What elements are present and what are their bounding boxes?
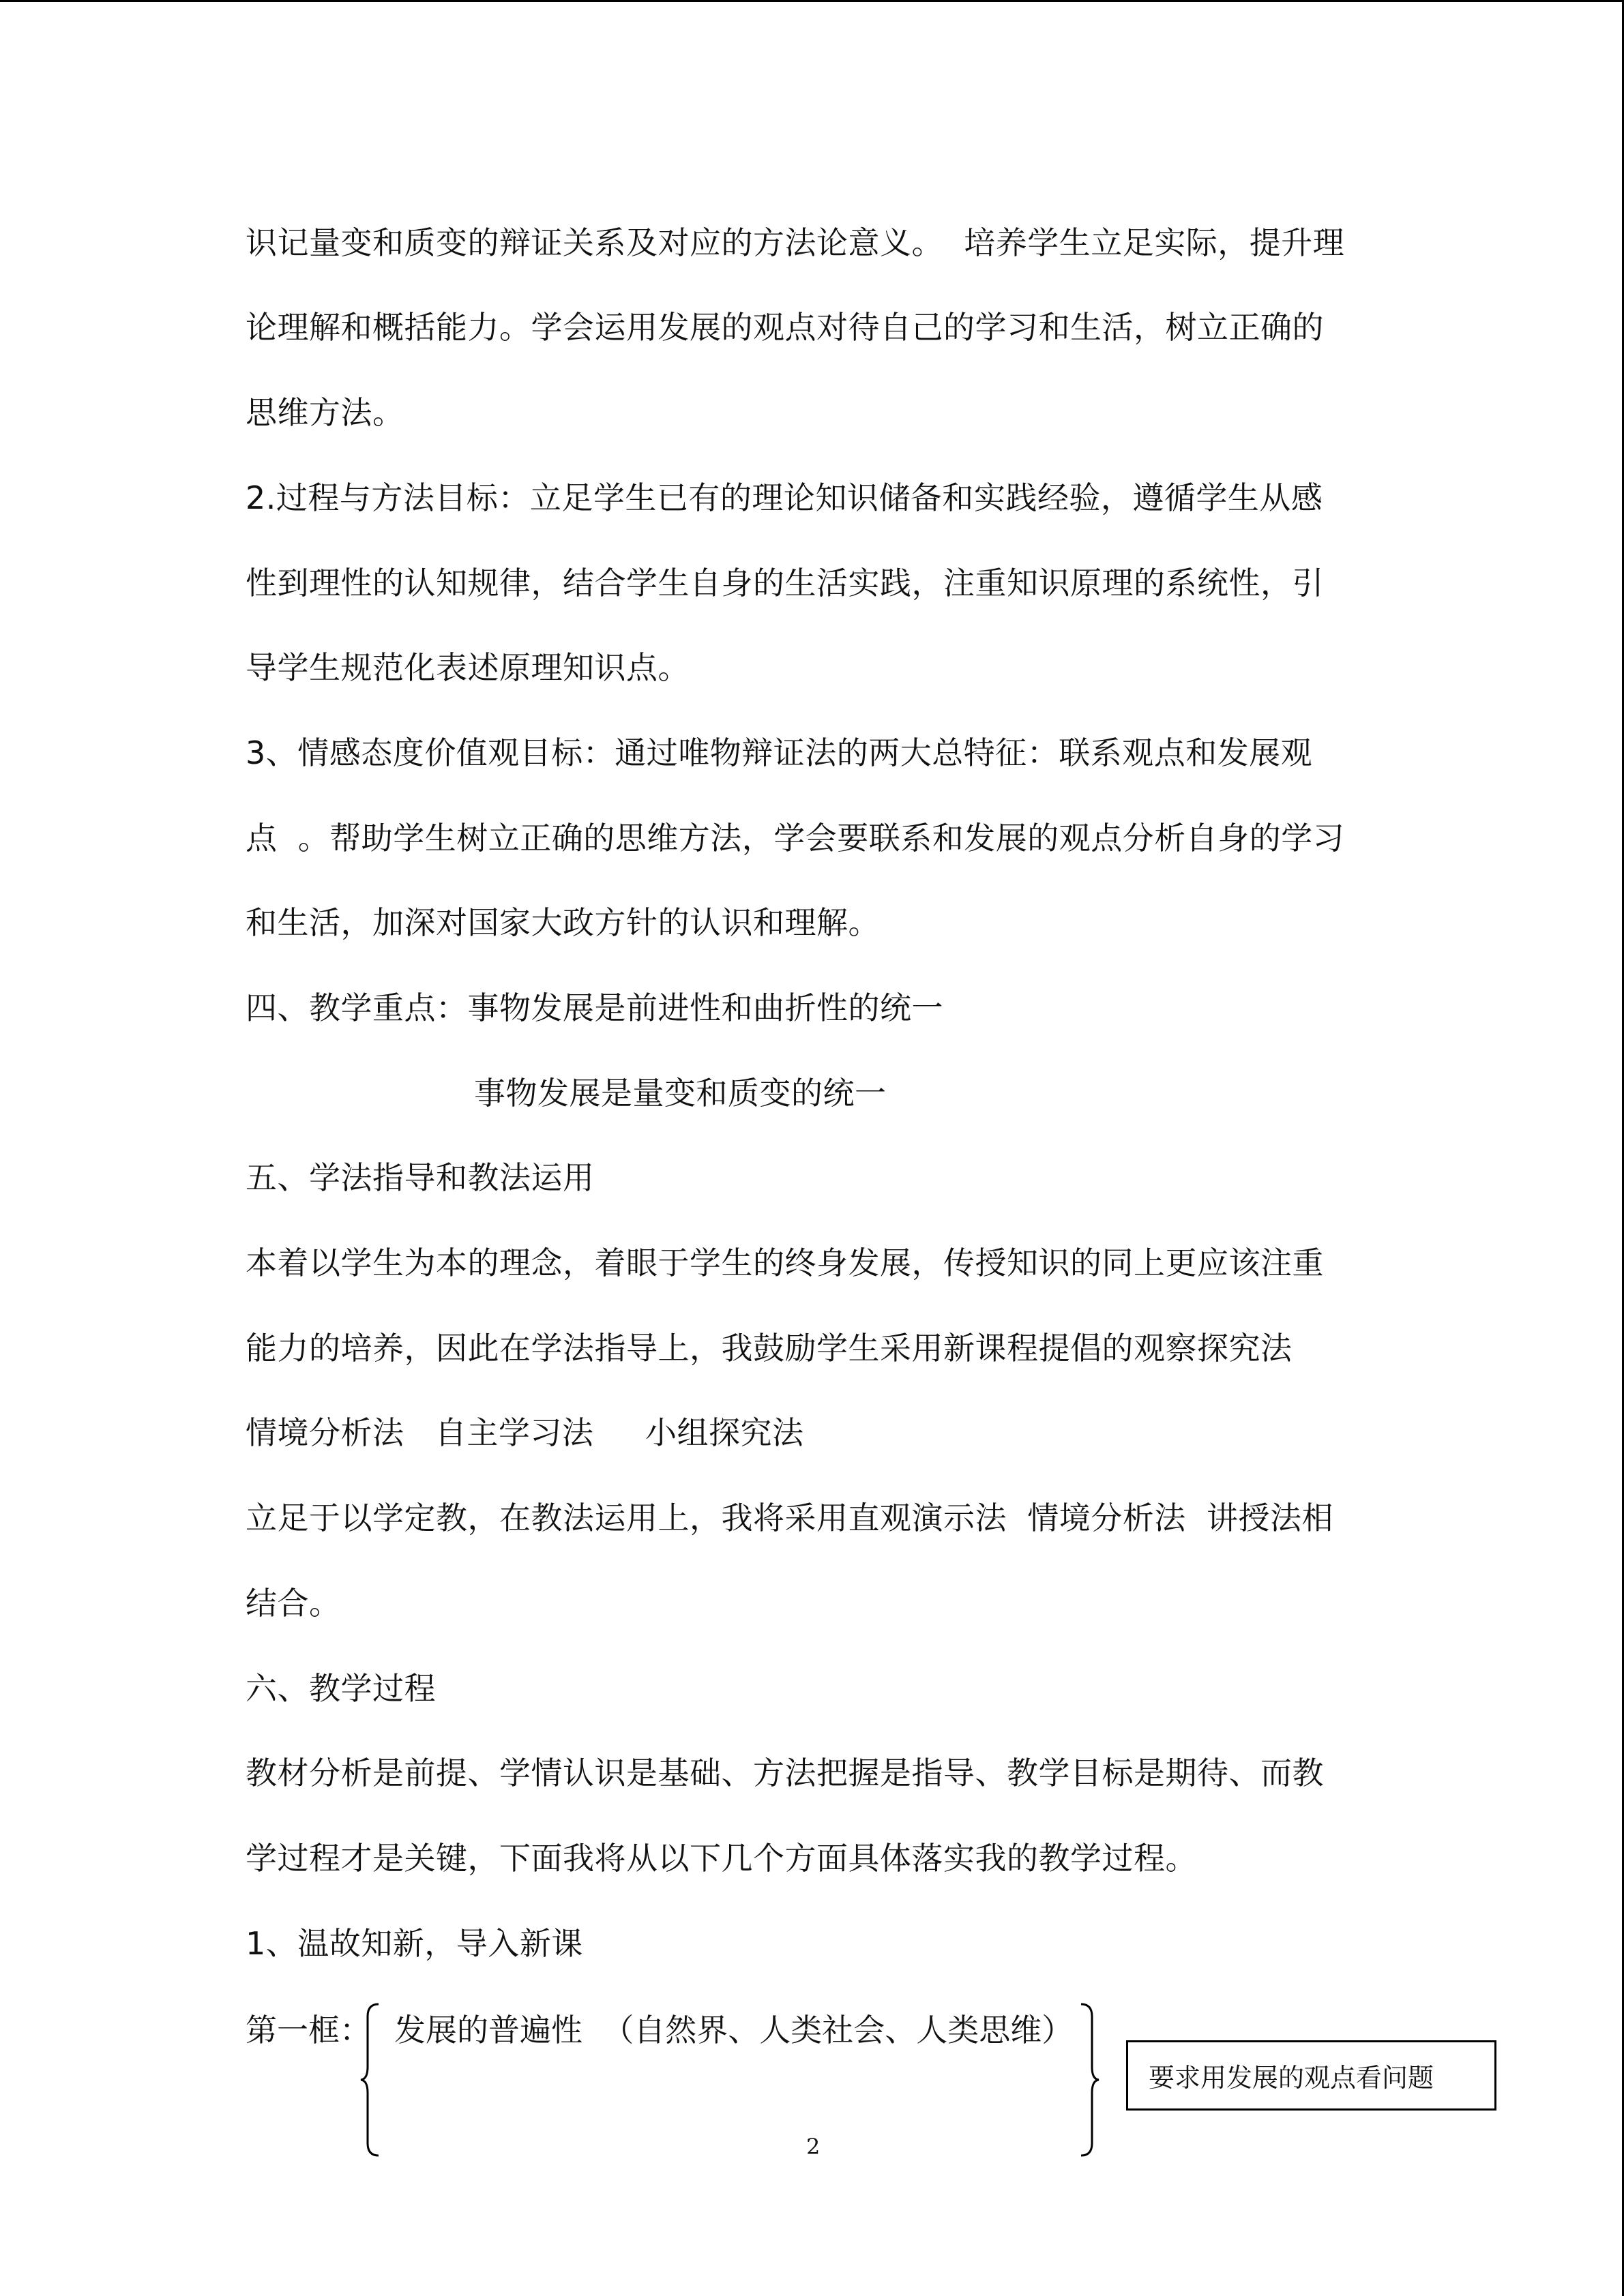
paragraph-line: 点 。帮助学生树立正确的思维方法，学会要联系和发展的观点分析自身的学习 <box>246 820 1345 856</box>
paragraph-line: 结合。 <box>246 1585 341 1622</box>
page-border-top <box>0 0 1624 2</box>
paragraph-line: 导学生规范化表述原理知识点。 <box>246 649 690 686</box>
paragraph-line: 能力的培养，因此在学法指导上，我鼓励学生采用新课程提倡的观察探究法 <box>246 1330 1293 1367</box>
paragraph-line: 情境分析法 自主学习法 小组探究法 <box>246 1414 804 1451</box>
frame-item: 发展的普遍性 （自然界、人类社会、人类思维） <box>394 2012 1074 2048</box>
section-heading: 六、教学过程 <box>246 1670 436 1707</box>
paragraph-line: 2.过程与方法目标：立足学生已有的理论知识储备和实践经验，遵循学生从感 <box>246 479 1323 516</box>
section-heading: 四、教学重点：事物发展是前进性和曲折性的统一 <box>246 989 943 1026</box>
paragraph-line: 思维方法。 <box>246 394 404 431</box>
left-brace <box>358 2001 385 2158</box>
paragraph-line: 3、情感态度价值观目标：通过唯物辩证法的两大总特征：联系观点和发展观 <box>246 734 1313 771</box>
paragraph-line: 和生活，加深对国家大政方针的认识和理解。 <box>246 904 880 941</box>
frame-label: 第一框： <box>246 2012 371 2048</box>
paragraph-line: 性到理性的认知规律，结合学生自身的生活实践，注重知识原理的系统性，引 <box>246 565 1324 601</box>
callout-box <box>1126 2040 1496 2111</box>
paragraph-line: 学过程才是关键，下面我将从以下几个方面具体落实我的教学过程。 <box>246 1840 1197 1877</box>
right-brace <box>1074 2001 1102 2158</box>
paragraph-line: 本着以学生为本的理念，着眼于学生的终身发展，传授知识的同上更应该注重 <box>246 1244 1324 1281</box>
callout-text: 要求用发展的观点看问题 <box>1149 2063 1434 2093</box>
page-number: 2 <box>806 2134 821 2160</box>
section-heading: 五、学法指导和教法运用 <box>246 1159 595 1196</box>
paragraph-line: 教材分析是前提、学情认识是基础、方法把握是指导、教学目标是期待、而教 <box>246 1755 1324 1791</box>
paragraph-line: 论理解和概括能力。学会运用发展的观点对待自己的学习和生活，树立正确的 <box>246 309 1324 346</box>
paragraph-line: 识记量变和质变的辩证关系及对应的方法论意义。 培养学生立足实际，提升理 <box>246 224 1345 261</box>
paragraph-line: 事物发展是量变和质变的统一 <box>474 1075 887 1112</box>
paragraph-line: 1、温故知新，导入新课 <box>246 1925 583 1962</box>
paragraph-line: 立足于以学定教，在教法运用上，我将采用直观演示法 情境分析法 讲授法相 <box>246 1500 1333 1536</box>
